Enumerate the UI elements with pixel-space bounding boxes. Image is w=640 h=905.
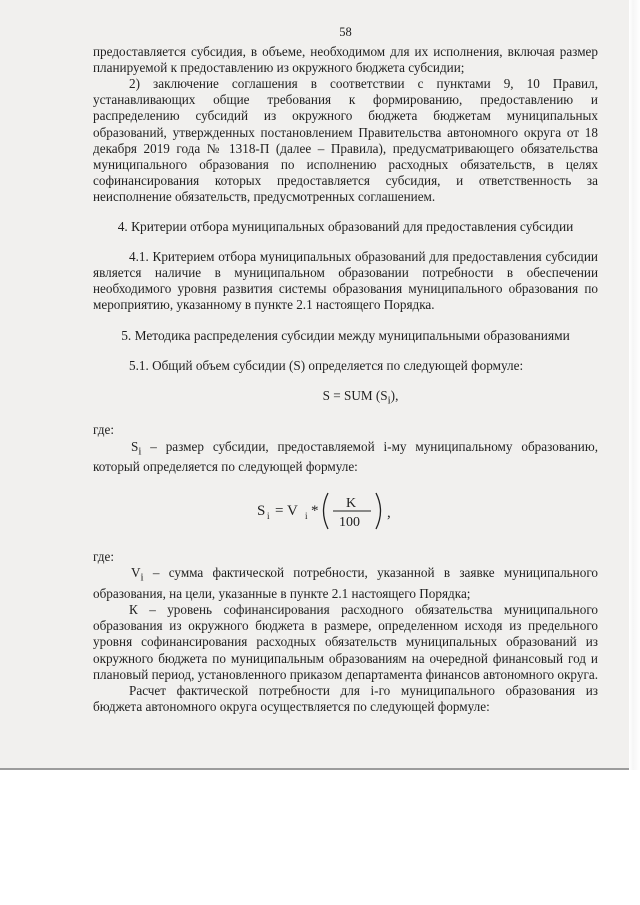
- page-number: 58: [339, 25, 352, 39]
- k-description: К – уровень софинансирования расходного обязательства муниципального образования из окружного бюджета в размере, определенном исходя из предельного уровня софинансирования расходных обязательств муниципальных образований из окружного бюджета по муниципальным образованиям на очередной финансовый год и плановый период, установленного приказом департамента финансов автономного округа.: [93, 602, 599, 682]
- right-paren: [376, 493, 381, 529]
- paragraph-4-1: 4.1. Критерием отбора муниципальных образований для предоставления субсидии является наличие в муниципальном образовании потребности в обеспечении необходимого уровня развития системы образования муниципального образования по мероприятию, указанному в пункте 2.1 настоящего Порядка.: [93, 249, 598, 313]
- paragraph-continuation: предоставляется субсидия, в объеме, необходимом для их исполнения, включая размер планируемой к предоставлению из окружного бюджета субсидии;: [93, 44, 598, 76]
- formula-s-sub: i: [266, 511, 270, 522]
- paragraph-item-2: 2) заключение соглашения в соответствии с пунктами 9, 10 Правил, устанавливающих общие требования к формированию, предоставлению и распределению субсидий из окружного бюджета бюджетам муниципальных образований, утвержденных постановлением Правительства автономного округа от 18 декабря 2019 года № 1318-П (далее – Правила), предусматривающего обязательства муниципального образования по исполнению расходных обязательств, в целях софинансирования которых предоставляется субсидия, и ответственность за неисполнение обязательств, предусмотренных соглашением.: [93, 76, 598, 204]
- where-label-1: где:: [93, 422, 114, 438]
- formula-denominator: 100: [338, 515, 360, 531]
- formula-s: S: [256, 503, 265, 520]
- where-label-2: где:: [93, 549, 114, 565]
- formula-mult: *: [310, 503, 318, 520]
- formula-v-sub: i: [304, 511, 308, 522]
- formula-svg: [251, 485, 441, 535]
- si-description: $S_i$ – размер субсидии, предоставляемой i-му муниципальному образованию, который определяется по следующей формуле:: [93, 438, 598, 475]
- formula-numerator: K: [345, 496, 356, 512]
- section-4-heading: 4. Критерии отбора муниципальных образований для предоставления субсидии: [117, 219, 574, 235]
- section-5-heading: 5. Методика распределения субсидии между муниципальными образованиями: [121, 327, 570, 343]
- formula-subsidy-per-municipality: [93, 485, 598, 535]
- formula-end: ,: [386, 505, 391, 522]
- calc-paragraph: Расчет фактической потребности для i-го муниципального образования из бюджета автономного округа осуществляется по следующей формуле:: [93, 682, 598, 714]
- left-paren: [323, 493, 328, 529]
- vi-description: $V_i$ – сумма фактической потребности, указанной в заявке муниципального образования, на цели, указанные в пункте 2.1 настоящего Порядка;: [93, 565, 598, 602]
- formula-eq-v: = V: [274, 503, 298, 520]
- paragraph-5-1: 5.1. Общий объем субсидии (S) определяется по следующей формуле:: [129, 357, 524, 373]
- document-page: [93, 24, 598, 715]
- formula-total-subsidy: S = SUM $(S_i)$,: [322, 387, 399, 407]
